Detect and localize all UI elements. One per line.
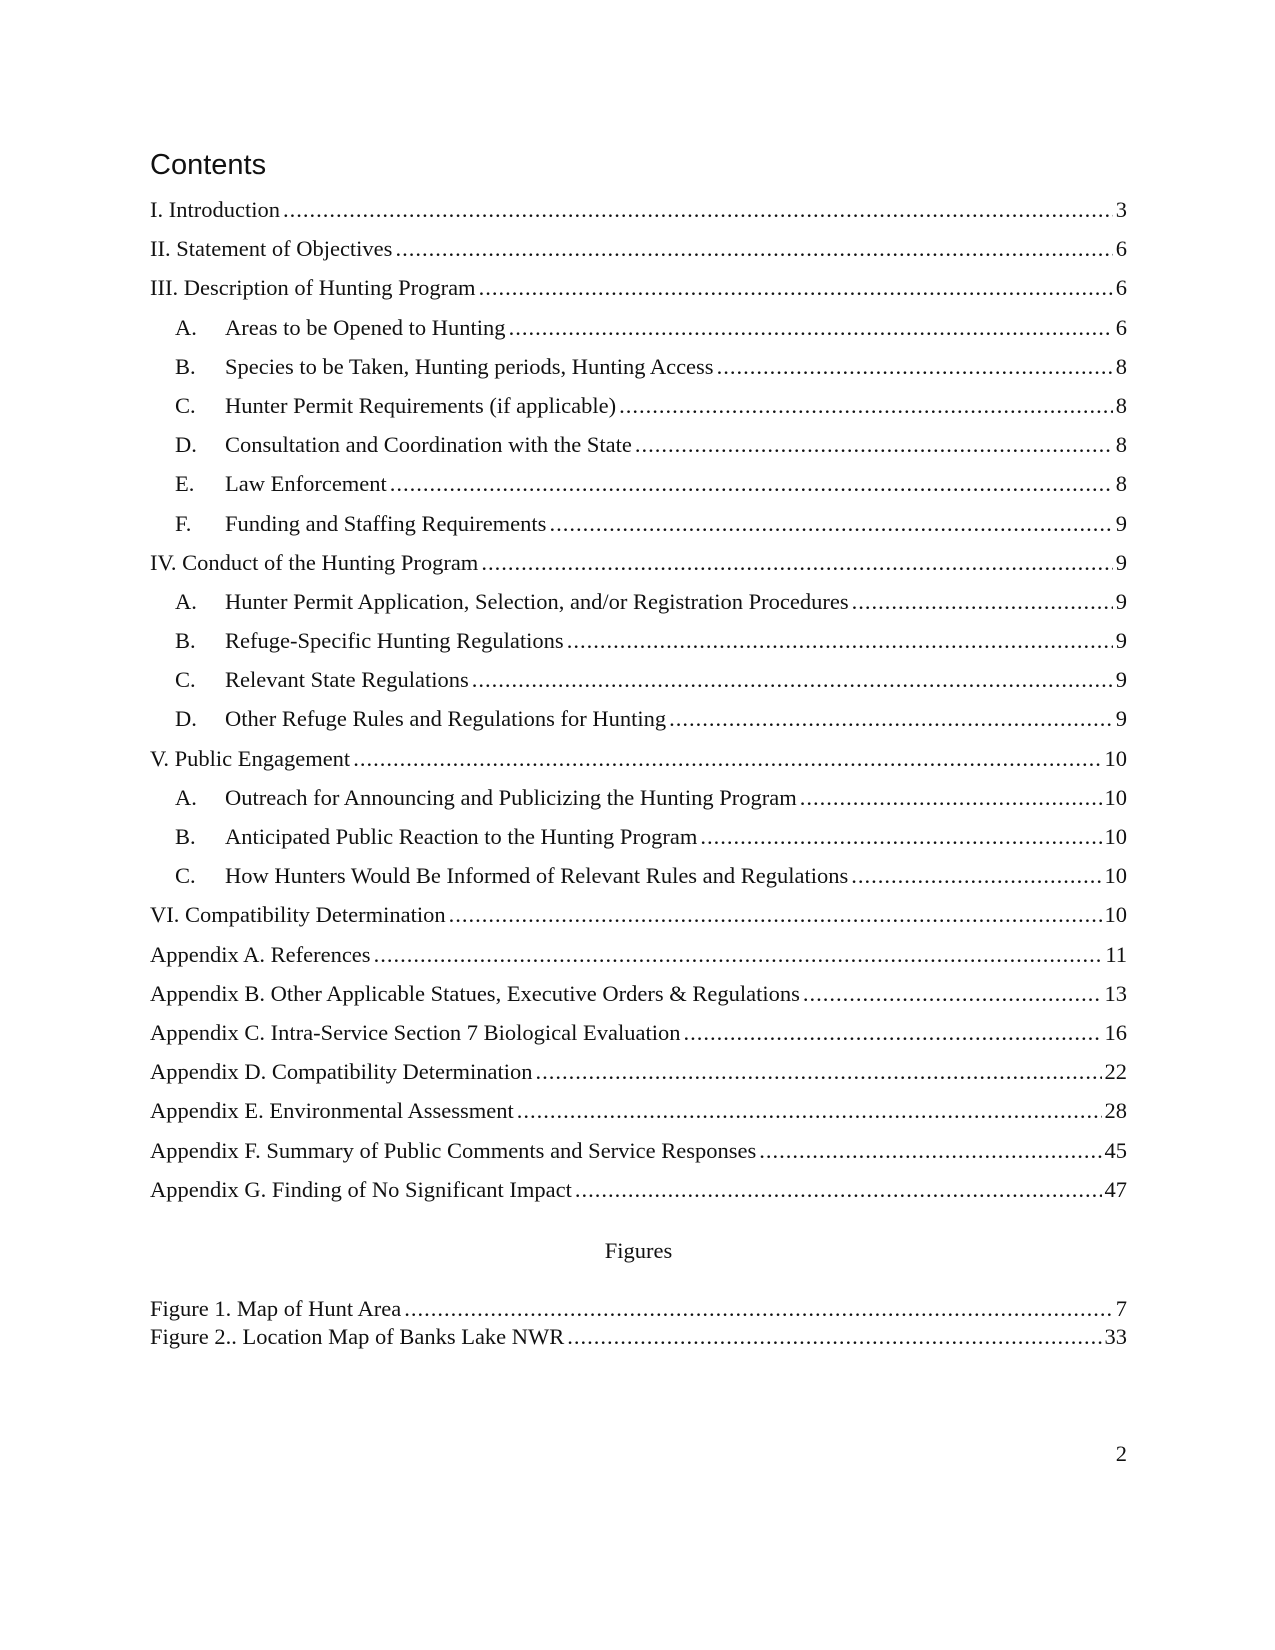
toc-entry-letter: B. [175, 353, 196, 379]
toc-entry-label: Appendix A. References [150, 941, 371, 967]
toc-entry-label: I. Introduction [150, 197, 280, 222]
toc-dot-leader [472, 660, 1113, 699]
toc-entry[interactable] [150, 895, 1127, 934]
table-of-contents [150, 190, 1127, 1209]
toc-entry-page: 10 [1104, 902, 1127, 928]
toc-entry-label: IV. Conduct of the Hunting Program [150, 549, 479, 575]
toc-entry[interactable] [150, 974, 1127, 1013]
toc-dot-leader [717, 347, 1113, 386]
toc-entry-label: Hunter Permit Requirements (if applicable) [225, 392, 617, 418]
toc-entry-letter: A. [175, 784, 197, 810]
figure-entry[interactable] [150, 1323, 1127, 1351]
list-of-figures [150, 1295, 1127, 1351]
toc-dot-leader [390, 464, 1113, 503]
toc-entry-label: V. Public Engagement [150, 745, 351, 771]
toc-entry-page: 8 [1115, 471, 1127, 497]
toc-entry-letter: D. [175, 706, 197, 732]
toc-dot-leader [803, 974, 1102, 1013]
toc-dot-leader [684, 1013, 1102, 1052]
toc-entry[interactable] [150, 856, 1127, 895]
toc-entry-label: VI. Compatibility Determination [150, 902, 446, 928]
toc-entry[interactable] [150, 1013, 1127, 1052]
toc-dot-leader [635, 425, 1113, 464]
toc-entry-label: Anticipated Public Reaction to the Hunting Program [225, 824, 698, 849]
toc-entry[interactable] [150, 268, 1127, 307]
contents-heading: Contents [150, 149, 267, 181]
toc-dot-leader [509, 308, 1113, 347]
toc-entry-label: Refuge-Specific Hunting Regulations [225, 628, 564, 654]
toc-dot-leader [851, 856, 1101, 895]
toc-entry[interactable] [150, 935, 1127, 974]
toc-entry[interactable] [150, 543, 1127, 582]
toc-entry[interactable] [150, 425, 1127, 464]
toc-entry-label: Areas to be Opened to Hunting [225, 314, 506, 340]
toc-entry[interactable] [150, 739, 1127, 778]
toc-dot-leader [759, 1131, 1101, 1170]
toc-entry-letter: C. [175, 392, 196, 418]
toc-entry-label: II. Statement of Objectives [150, 236, 393, 262]
toc-dot-leader [549, 504, 1112, 543]
toc-entry-page: 8 [1115, 353, 1127, 379]
toc-entry[interactable] [150, 699, 1127, 738]
toc-entry-letter: B. [175, 824, 196, 849]
toc-entry[interactable] [150, 1091, 1127, 1130]
toc-entry-page: 10 [1104, 745, 1127, 771]
toc-entry-page: 9 [1115, 510, 1127, 536]
toc-entry-page: 16 [1104, 1019, 1127, 1045]
toc-entry[interactable] [150, 229, 1127, 268]
toc-entry[interactable] [150, 1170, 1127, 1209]
toc-entry[interactable] [150, 386, 1127, 425]
toc-dot-leader [800, 778, 1102, 817]
toc-dot-leader [535, 1052, 1101, 1091]
toc-dot-leader [517, 1091, 1102, 1130]
toc-dot-leader [395, 229, 1112, 268]
toc-entry-page: 45 [1104, 1137, 1127, 1163]
toc-entry-label: Appendix D. Compatibility Determination [150, 1059, 533, 1085]
toc-entry[interactable] [150, 504, 1127, 543]
toc-entry-letter: D. [175, 432, 197, 458]
toc-entry-page: 13 [1104, 980, 1127, 1006]
toc-dot-leader [283, 190, 1113, 229]
figure-entry-label: Figure 2.. Location Map of Banks Lake NWR [150, 1324, 565, 1349]
toc-entry-label: How Hunters Would Be Informed of Relevant Rules and Regulations [225, 863, 849, 889]
toc-entry-letter: A. [175, 314, 197, 340]
toc-entry-letter: E. [175, 471, 195, 497]
toc-entry-label: Appendix G. Finding of No Significant Impact [150, 1176, 572, 1202]
toc-entry-letter: B. [175, 628, 196, 654]
toc-entry-letter: C. [175, 667, 196, 693]
toc-entry[interactable] [150, 190, 1127, 229]
toc-entry[interactable] [150, 464, 1127, 503]
toc-entry-label: Consultation and Coordination with the State [225, 432, 632, 458]
toc-entry-page: 8 [1115, 392, 1127, 418]
toc-entry-page: 6 [1115, 275, 1127, 301]
toc-entry-page: 22 [1104, 1059, 1127, 1085]
toc-entry[interactable] [150, 817, 1127, 856]
toc-entry[interactable] [150, 582, 1127, 621]
toc-entry-page: 6 [1115, 314, 1127, 340]
toc-entry-letter: C. [175, 863, 196, 889]
toc-entry-label: Appendix B. Other Applicable Statues, Executive Orders & Regulations [150, 980, 800, 1006]
toc-entry-label: Outreach for Announcing and Publicizing the Hunting Program [225, 784, 797, 810]
toc-dot-leader [374, 935, 1103, 974]
toc-entry-page: 9 [1115, 706, 1127, 732]
toc-entry-page: 10 [1104, 784, 1127, 810]
toc-dot-leader [479, 268, 1113, 307]
figure-entry-label: Figure 1. Map of Hunt Area [150, 1296, 402, 1321]
toc-entry[interactable] [150, 1052, 1127, 1091]
toc-entry-page: 9 [1115, 628, 1127, 654]
toc-entry-page: 10 [1104, 863, 1127, 889]
toc-dot-leader [449, 895, 1102, 934]
toc-entry-page: 6 [1115, 236, 1127, 262]
toc-entry-label: Appendix F. Summary of Public Comments and Service Responses [150, 1137, 757, 1163]
toc-entry-label: Appendix C. Intra-Service Section 7 Biological Evaluation [150, 1019, 681, 1045]
toc-entry-label: III. Description of Hunting Program [150, 275, 476, 301]
toc-dot-leader [567, 621, 1113, 660]
figure-dot-leader [567, 1323, 1101, 1351]
toc-entry-letter: A. [175, 588, 197, 614]
toc-entry-label: Law Enforcement [225, 471, 387, 497]
toc-entry-page: 9 [1115, 667, 1127, 693]
toc-entry-page: 11 [1105, 941, 1127, 967]
toc-entry[interactable] [150, 778, 1127, 817]
toc-entry-label: Hunter Permit Application, Selection, and/or Registration Procedures [225, 588, 849, 614]
figure-entry[interactable] [150, 1295, 1127, 1323]
toc-dot-leader [700, 817, 1101, 856]
toc-entry[interactable] [150, 1131, 1127, 1170]
toc-entry[interactable] [150, 347, 1127, 386]
toc-dot-leader [575, 1170, 1102, 1209]
figure-entry-page: 7 [1115, 1296, 1127, 1321]
toc-entry-page: 9 [1115, 549, 1127, 575]
toc-entry-page: 10 [1104, 824, 1127, 849]
toc-dot-leader [481, 543, 1112, 582]
toc-entry[interactable] [150, 660, 1127, 699]
toc-entry-label: Other Refuge Rules and Regulations for Hunting [225, 706, 667, 732]
toc-entry-label: Funding and Staffing Requirements [225, 510, 547, 536]
toc-entry-page: 3 [1115, 197, 1127, 222]
toc-entry-page: 28 [1104, 1098, 1127, 1124]
toc-entry-label: Species to be Taken, Hunting periods, Hunting Access [225, 353, 714, 379]
toc-dot-leader [619, 386, 1113, 425]
toc-entry-label: Appendix E. Environmental Assessment [150, 1098, 514, 1124]
toc-dot-leader [852, 582, 1113, 621]
toc-entry-page: 8 [1115, 432, 1127, 458]
toc-entry-page: 9 [1115, 588, 1127, 614]
toc-dot-leader [669, 699, 1113, 738]
toc-entry[interactable] [150, 621, 1127, 660]
toc-entry-letter: F. [175, 510, 192, 536]
toc-dot-leader [353, 739, 1101, 778]
figure-entry-page: 33 [1104, 1324, 1127, 1349]
toc-entry[interactable] [150, 308, 1127, 347]
toc-entry-label: Relevant State Regulations [225, 667, 469, 693]
figure-dot-leader [404, 1295, 1113, 1323]
page-number: 2 [1115, 1441, 1127, 1466]
toc-entry-page: 47 [1104, 1176, 1127, 1202]
figures-heading: Figures [604, 1238, 673, 1263]
